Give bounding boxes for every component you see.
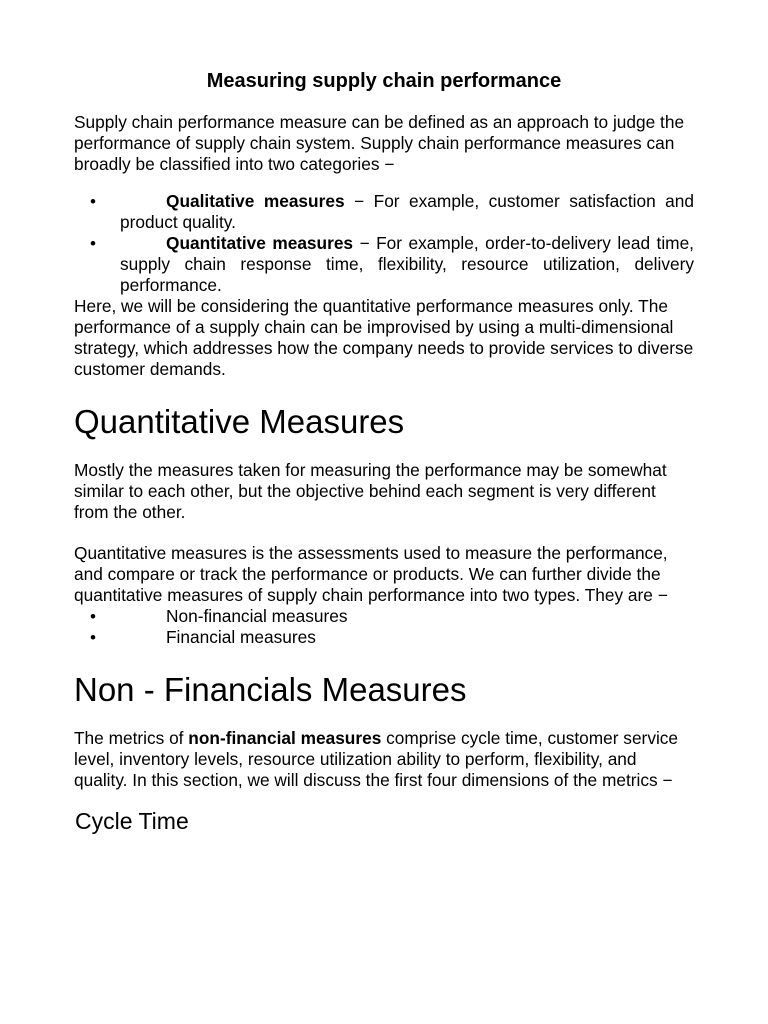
list-item	[74, 627, 694, 648]
section-heading-nonfinancial: Non - Financials Measures	[74, 671, 467, 708]
list-item	[74, 191, 694, 233]
category-text: − For example, order-to-delivery lead time, supply chain response time, flexibility, resource utilization, delivery performance.	[120, 233, 694, 295]
category-label: Quantitative measures	[166, 233, 354, 253]
sub-heading-cycle-time: Cycle Time	[75, 808, 189, 834]
list-item	[74, 606, 694, 627]
bullet-icon: •	[90, 192, 96, 211]
nonfinancial-text-suffix: comprise cycle time, customer service level, inventory levels, resource utilization ability to perform, flexibility, and quality. In this section, we will discuss the first four dimensions of the metrics −	[74, 728, 679, 790]
intro-paragraph: Supply chain performance measure can be defined as an approach to judge the performance of supply chain system. Supply chain performance measures can broadly be classified into two categories −	[74, 112, 685, 174]
quantitative-paragraph-2: Quantitative measures is the assessments used to measure the performance, and compare or track the performance or products. We can further divide the quantitative measures of supply chain performance into two types. They are −	[74, 543, 668, 605]
category-label: Qualitative measures	[166, 191, 345, 211]
document-page	[74, 66, 694, 835]
list-item	[74, 233, 694, 296]
nonfinancial-bold-term: non-financial measures	[188, 728, 382, 748]
bullet-icon: •	[90, 607, 96, 626]
nonfinancial-paragraph	[74, 728, 694, 791]
document-title: Measuring supply chain performance	[206, 70, 562, 92]
category-text: − For example, customer satisfaction and product quality.	[120, 191, 695, 232]
nonfinancial-text-prefix: The metrics of	[74, 728, 189, 748]
measure-type: Non-financial measures	[166, 606, 348, 626]
category-list	[74, 191, 694, 296]
after-categories-paragraph: Here, we will be considering the quantitative performance measures only. The performance of a supply chain can be improvised by using a multi-dimensional strategy, which addresses how the company needs to provide services to diverse customer demands.	[74, 296, 694, 379]
measure-type-list	[74, 606, 694, 648]
bullet-icon: •	[90, 628, 96, 647]
bullet-icon: •	[90, 234, 96, 253]
quantitative-paragraph-1: Mostly the measures taken for measuring the performance may be somewhat similar to each other, but the objective behind each segment is very different from the other.	[74, 460, 667, 522]
measure-type: Financial measures	[166, 627, 316, 647]
section-heading-quantitative: Quantitative Measures	[74, 403, 405, 440]
